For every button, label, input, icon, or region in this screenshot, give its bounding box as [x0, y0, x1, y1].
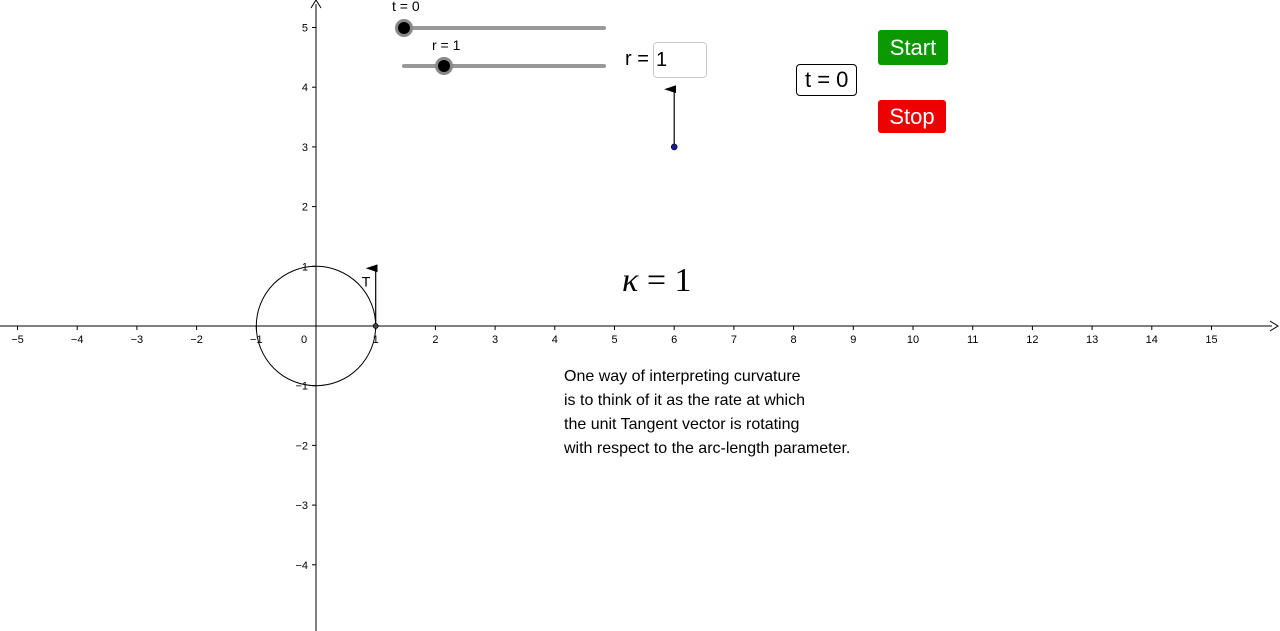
x-tick-label: 12: [1026, 334, 1039, 346]
start-button[interactable]: Start: [878, 30, 948, 65]
y-tick-label: 1: [301, 261, 308, 274]
x-tick-label: 8: [790, 334, 797, 346]
x-tick-label: 7: [730, 334, 737, 346]
axis-ticks: [11, 23, 1217, 572]
x-tick-label: 2: [432, 334, 439, 346]
x-tick-label: 9: [850, 334, 857, 346]
y-tick-label: 2: [301, 201, 308, 214]
x-tick-label: 4: [551, 334, 558, 346]
description-line: the unit Tangent vector is rotating: [564, 416, 800, 433]
x-tick-label: 11: [966, 334, 979, 346]
r-input[interactable]: [653, 42, 707, 78]
curvature-value: 1: [674, 262, 692, 299]
x-tick-label: 13: [1085, 334, 1099, 346]
x-tick-label: 10: [906, 334, 920, 346]
r-input-label: r =: [625, 48, 649, 70]
x-tick-label: 15: [1205, 334, 1218, 346]
x-tick-label: 6: [671, 334, 678, 346]
y-tick-label: −4: [295, 559, 308, 572]
slider-t-label: t = 0: [392, 0, 420, 14]
t-value-display: t = 0: [796, 64, 857, 96]
x-tick-label: 5: [611, 334, 618, 346]
x-tick-label: −4: [70, 334, 84, 346]
stop-button[interactable]: Stop: [878, 100, 946, 133]
tangent-label: T: [361, 273, 371, 290]
slider-r-thumb[interactable]: [438, 60, 450, 72]
equals-sign: =: [646, 262, 667, 299]
y-tick-label: 5: [301, 22, 308, 35]
x-tick-label: 14: [1145, 334, 1158, 346]
origin-label: 0: [300, 334, 308, 346]
x-tick-label: −5: [11, 334, 24, 346]
moving-point: [671, 144, 677, 150]
y-tick-label: 4: [301, 82, 308, 95]
x-tick-label: 3: [492, 334, 499, 346]
x-tick-label: −1: [250, 334, 263, 346]
y-tick-label: −1: [295, 380, 308, 393]
x-tick-label: −2: [190, 334, 203, 346]
slider-r-label: r = 1: [432, 37, 461, 53]
y-tick-label: −2: [295, 440, 308, 453]
kappa-symbol: κ: [622, 262, 639, 299]
description-text: [564, 365, 850, 461]
description-line: with respect to the arc-length parameter.: [564, 440, 851, 457]
slider-t-thumb[interactable]: [398, 22, 410, 34]
curvature-formula: [622, 262, 692, 300]
x-tick-label: 1: [372, 334, 379, 346]
y-tick-label: −3: [295, 500, 308, 513]
description-line: One way of interpreting curvature: [564, 368, 801, 385]
y-tick-label: 3: [301, 141, 308, 154]
slider-r-track[interactable]: [402, 64, 606, 68]
x-tick-label: −3: [130, 334, 144, 346]
circle-point: [373, 324, 378, 329]
slider-t-track[interactable]: [402, 26, 606, 30]
description-line: is to think of it as the rate at which: [564, 392, 806, 409]
